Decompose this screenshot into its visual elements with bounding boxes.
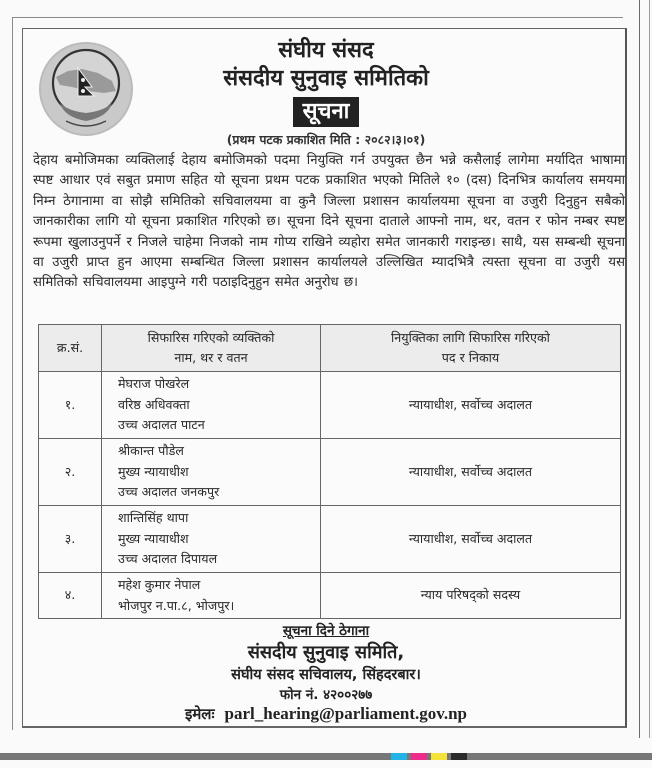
org-name: संघीय संसद — [278, 38, 374, 63]
nominee-cell: मेघराज पोखरेल वरिष्ठ अधिवक्ता उच्च अदालत पाटन — [102, 372, 321, 439]
nominee-cell: शान्तिसिंह थापा मुख्य न्यायाधीश उच्च अदालत दिपायल — [102, 506, 321, 573]
address-phone: फोन नं. ४२००२७७ — [279, 687, 373, 703]
notice-title-badge: सूचना — [293, 97, 360, 127]
serial-cell: ३. — [39, 506, 102, 573]
header-serial: क्र.सं. — [39, 325, 102, 372]
post-cell: न्यायाधीश, सर्वोच्च अदालत — [321, 506, 621, 573]
serial-cell: ४. — [39, 573, 102, 619]
magenta-swatch — [411, 753, 427, 760]
yellow-swatch — [431, 753, 447, 760]
table-row — [39, 372, 621, 439]
cyan-swatch — [391, 753, 407, 760]
notice-title-wrap — [0, 97, 652, 127]
header-post: नियुक्तिका लागि सिफारिस गरिएको पद र निकाय — [321, 325, 621, 372]
email-label: इमेलः — [184, 705, 215, 723]
address-committee: संसदीय सुनुवाइ समिति, — [247, 642, 405, 663]
table-row — [39, 506, 621, 573]
address-email-line — [0, 704, 652, 724]
address-secretariat: संघीय संसद सचिवालय, सिंहदरबार। — [231, 667, 421, 683]
address-heading: सूचना दिने ठेगाना — [282, 623, 370, 639]
nominee-cell: महेश कुमार नेपाल भोजपुर न.पा.८, भोजपुर। — [102, 573, 321, 619]
email-link[interactable]: parl_hearing@parliament.gov.np — [224, 704, 468, 723]
notice-body: देहाय बमोजिमका व्यक्तिलाई देहाय बमोजिमको पदमा नियुक्ति गर्न उपयुक्त छैन भन्ने कसैलाई लागेमा मर्यादित भाषामा स्पष्ट आधार एवं सबुत प्रमाण सहित यो सूचना प्रथम पटक प्रकाशित भएको मितिले १० (दस) दिनभित्र कार्यालय समयमा निम्न ठेगानामा वा सोझै समितिको सचिवालयमा वा कुनै जिल्ला प्रशासन कार्यालयमा सूचना वा उजुरी दिनुहुन सबैको जानकारीका लागि यो सूचना प्रकाशित गरिएको छ। सूचना दिने सूचना दाताले आफ्नो नाम, थर, वतन र फोन नम्बर स्पष्ट रूपमा खुलाउनुपर्ने र निजले चाहेमा निजको नाम गोप्य राखिने व्यहोरा समेत जानकारी गराइन्छ। साथै, यस सम्बन्धी सूचना वा उजुरी प्राप्त हुन आएमा सम्बन्धित जिल्ला प्रशासन कार्यालयले उल्लिखित म्यादभित्रै त्यस्ता सूचना वा उजुरी यस समितिको सचिवालयमा आइपुग्ने गरी पठाइदिनुहुन समेत अनुरोध छ। — [33, 153, 625, 291]
committee-name: संसदीय सुनुवाइ समितिको — [223, 66, 429, 91]
black-swatch — [451, 753, 467, 760]
publication-date: (प्रथम पटक प्रकाशित मिति : २०८२।३।०१) — [226, 132, 426, 147]
post-cell: न्यायाधीश, सर्वोच्च अदालत — [321, 372, 621, 439]
table-header-row — [39, 325, 621, 372]
table-row — [39, 439, 621, 506]
nominee-cell: श्रीकान्त पौडेल मुख्य न्यायाधीश उच्च अदालत जनकपुर — [102, 439, 321, 506]
nominees-table — [38, 324, 621, 619]
table-row — [39, 573, 621, 619]
post-cell: न्याय परिषद्को सदस्य — [321, 573, 621, 619]
serial-cell: २. — [39, 439, 102, 506]
serial-cell: १. — [39, 372, 102, 439]
print-registration-bar — [0, 753, 652, 760]
post-cell: न्यायाधीश, सर्वोच्च अदालत — [321, 439, 621, 506]
header-nominee: सिफारिस गरिएको व्यक्तिको नाम, थर र वतन — [102, 325, 321, 372]
